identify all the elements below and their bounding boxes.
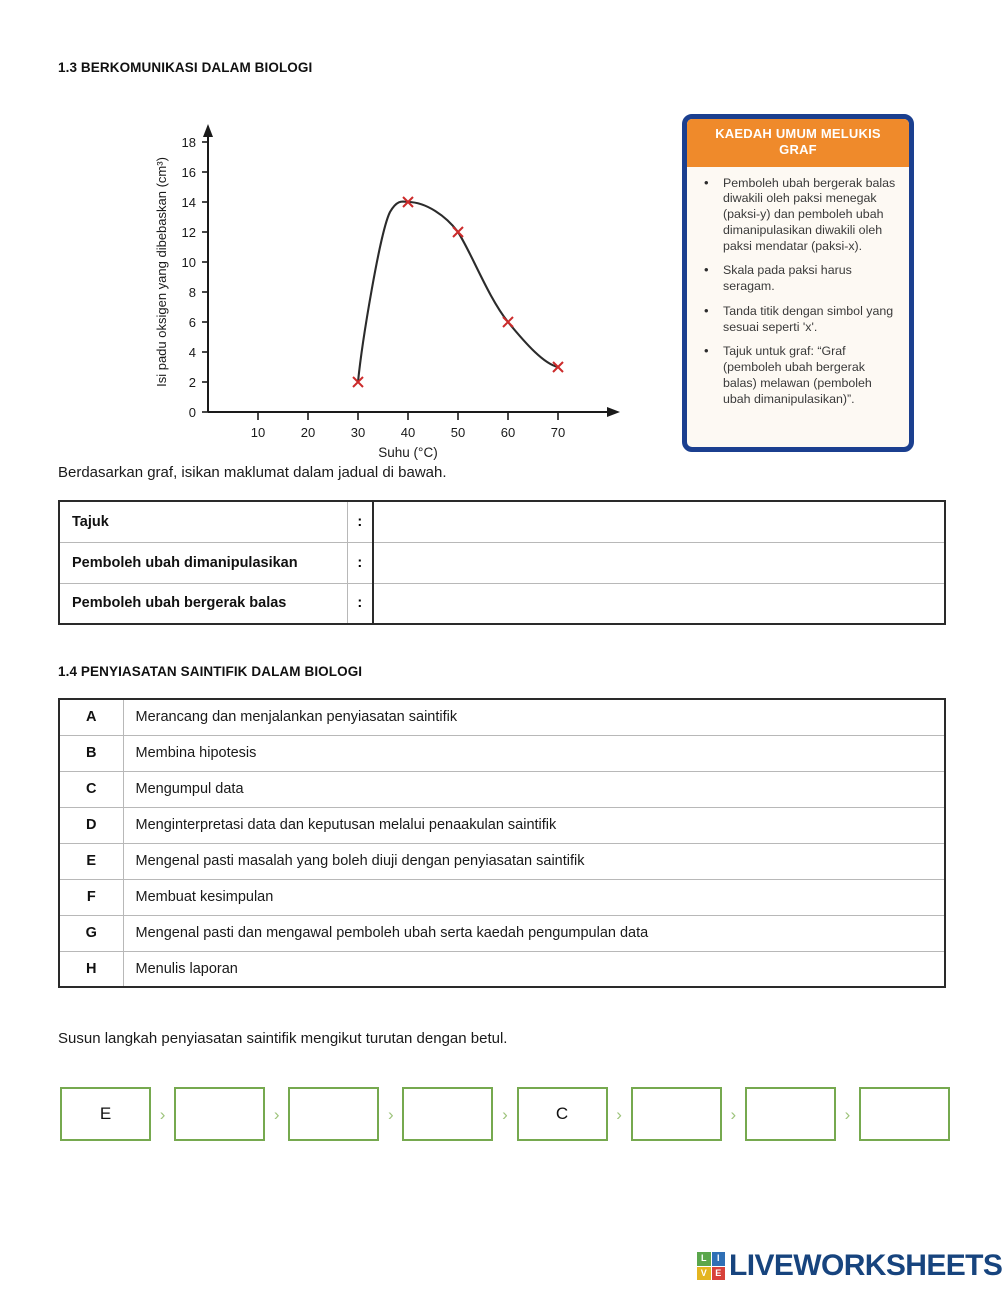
row-letter: E bbox=[59, 843, 123, 879]
logo-cell-e: E bbox=[712, 1267, 726, 1281]
row-description: Mengenal pasti dan mengawal pemboleh ubah serta kaedah pengumpulan data bbox=[123, 915, 945, 951]
bullet-icon: • bbox=[704, 302, 709, 318]
svg-text:0: 0 bbox=[188, 405, 196, 420]
section-heading-1-4: 1.4 PENYIASATAN SAINTIFIK DALAM BIOLOGI bbox=[58, 664, 363, 679]
sequence-box-7[interactable] bbox=[745, 1087, 836, 1141]
row-label: Pemboleh ubah bergerak balas bbox=[59, 583, 347, 624]
bullet-icon: • bbox=[704, 262, 709, 278]
svg-text:14: 14 bbox=[181, 195, 196, 210]
table-row bbox=[59, 735, 945, 771]
svg-text:6: 6 bbox=[188, 315, 196, 330]
logo-cell-v: V bbox=[697, 1267, 711, 1281]
x-axis-arrow bbox=[607, 407, 620, 417]
graf-info-table bbox=[58, 500, 946, 625]
infobox-list bbox=[687, 167, 909, 423]
svg-text:18: 18 bbox=[181, 135, 196, 150]
infobox-title: KAEDAH UMUM MELUKIS GRAF bbox=[687, 119, 909, 167]
sequence-box-5[interactable]: C bbox=[517, 1087, 608, 1141]
chart-y-axis-label: Isi padu oksigen yang dibebaskan (cm³) bbox=[154, 157, 169, 387]
svg-text:70: 70 bbox=[550, 425, 566, 440]
infobox-list-item bbox=[699, 176, 897, 255]
svg-text:8: 8 bbox=[188, 285, 196, 300]
bullet-icon: • bbox=[704, 343, 709, 359]
y-axis-ticks bbox=[182, 135, 208, 420]
infobox-item-text: Tanda titik dengan simbol yang sesuai seperti 'x'. bbox=[723, 303, 894, 334]
row-letter: B bbox=[59, 735, 123, 771]
row-letter: G bbox=[59, 915, 123, 951]
svg-text:50: 50 bbox=[450, 425, 466, 440]
infobox-item-text: Pemboleh ubah bergerak balas diwakili oleh paksi menegak (paksi-y) dan pemboleh ubah dimanipulasikan diwakili oleh paksi mendatar (paksi-x). bbox=[723, 175, 896, 253]
table-row bbox=[59, 501, 945, 542]
sequence-box-1[interactable]: E bbox=[60, 1087, 151, 1141]
sequence-box-6[interactable] bbox=[631, 1087, 722, 1141]
infobox-list-item bbox=[699, 344, 897, 407]
svg-text:30: 30 bbox=[350, 425, 366, 440]
svg-text:60: 60 bbox=[500, 425, 516, 440]
row-letter: C bbox=[59, 771, 123, 807]
row-description: Mengumpul data bbox=[123, 771, 945, 807]
row-colon: : bbox=[347, 583, 373, 624]
logo-cell-l: L bbox=[697, 1252, 711, 1266]
row-description: Menulis laporan bbox=[123, 951, 945, 987]
langkah-penyiasatan-table bbox=[58, 698, 946, 988]
answer-field-pemboleh-ubah-bergerak-balas[interactable] bbox=[373, 583, 945, 624]
sequence-flow bbox=[60, 1085, 950, 1143]
row-description: Mengenal pasti masalah yang boleh diuji dengan penyiasatan saintifik bbox=[123, 843, 945, 879]
kaedah-umum-melukis-graf-box bbox=[682, 114, 914, 452]
sequence-box-4[interactable] bbox=[402, 1087, 493, 1141]
table-row bbox=[59, 879, 945, 915]
liveworksheets-mark-icon bbox=[697, 1252, 725, 1280]
table-row bbox=[59, 951, 945, 987]
row-colon: : bbox=[347, 542, 373, 583]
row-label: Pemboleh ubah dimanipulasikan bbox=[59, 542, 347, 583]
sequence-box-3[interactable] bbox=[288, 1087, 379, 1141]
svg-text:16: 16 bbox=[181, 165, 196, 180]
chevron-right-icon: › bbox=[616, 1104, 622, 1124]
row-letter: D bbox=[59, 807, 123, 843]
row-description: Membuat kesimpulan bbox=[123, 879, 945, 915]
y-axis-arrow bbox=[203, 124, 213, 137]
table-row bbox=[59, 542, 945, 583]
svg-text:20: 20 bbox=[300, 425, 316, 440]
table-row bbox=[59, 771, 945, 807]
infobox-item-text: Tajuk untuk graf: “Graf (pemboleh ubah bergerak balas) melawan (pemboleh ubah dimanipulasikan)”. bbox=[723, 344, 872, 406]
infobox-list-item bbox=[699, 263, 897, 295]
table-row bbox=[59, 699, 945, 735]
chart-curve bbox=[358, 201, 558, 382]
infobox-list-item bbox=[699, 304, 897, 336]
row-description: Menginterpretasi data dan keputusan melalui penaakulan saintifik bbox=[123, 807, 945, 843]
chevron-right-icon: › bbox=[502, 1104, 508, 1124]
row-letter: F bbox=[59, 879, 123, 915]
answer-field-pemboleh-ubah-dimanipulasikan[interactable] bbox=[373, 542, 945, 583]
oxygen-temperature-chart bbox=[140, 112, 640, 460]
svg-text:10: 10 bbox=[181, 255, 196, 270]
row-description: Membina hipotesis bbox=[123, 735, 945, 771]
table-row bbox=[59, 843, 945, 879]
svg-text:2: 2 bbox=[188, 375, 196, 390]
svg-text:40: 40 bbox=[400, 425, 416, 440]
table-row bbox=[59, 915, 945, 951]
instruction-graf: Berdasarkan graf, isikan maklumat dalam jadual di bawah. bbox=[58, 464, 447, 481]
row-label: Tajuk bbox=[59, 501, 347, 542]
section-heading-1-3: 1.3 BERKOMUNIKASI DALAM BIOLOGI bbox=[58, 60, 313, 75]
row-colon: : bbox=[347, 501, 373, 542]
sequence-box-2[interactable] bbox=[174, 1087, 265, 1141]
logo-cell-i: I bbox=[712, 1252, 726, 1266]
x-axis-ticks bbox=[251, 412, 565, 440]
chevron-right-icon: › bbox=[730, 1104, 737, 1124]
sequence-box-8[interactable] bbox=[859, 1087, 950, 1141]
chart-svg bbox=[140, 112, 640, 460]
svg-text:12: 12 bbox=[181, 225, 196, 240]
row-description: Merancang dan menjalankan penyiasatan saintifik bbox=[123, 699, 945, 735]
brand-wordmark: LIVEWORKSHEETS bbox=[729, 1249, 1002, 1282]
table-row bbox=[59, 583, 945, 624]
row-letter: H bbox=[59, 951, 123, 987]
answer-field-tajuk[interactable] bbox=[373, 501, 945, 542]
table-row bbox=[59, 807, 945, 843]
chart-x-axis-label: Suhu (°C) bbox=[378, 445, 438, 460]
bullet-icon: • bbox=[704, 174, 709, 190]
chevron-right-icon: › bbox=[273, 1104, 280, 1124]
chevron-right-icon: › bbox=[388, 1104, 394, 1124]
infobox-item-text: Skala pada paksi harus seragam. bbox=[723, 263, 852, 293]
chevron-right-icon: › bbox=[844, 1104, 851, 1124]
row-letter: A bbox=[59, 699, 123, 735]
instruction-susun: Susun langkah penyiasatan saintifik mengikut turutan dengan betul. bbox=[58, 1030, 508, 1047]
liveworksheets-logo[interactable] bbox=[697, 1248, 1002, 1284]
svg-text:10: 10 bbox=[250, 425, 266, 440]
svg-text:4: 4 bbox=[188, 345, 196, 360]
chevron-right-icon: › bbox=[159, 1104, 166, 1124]
